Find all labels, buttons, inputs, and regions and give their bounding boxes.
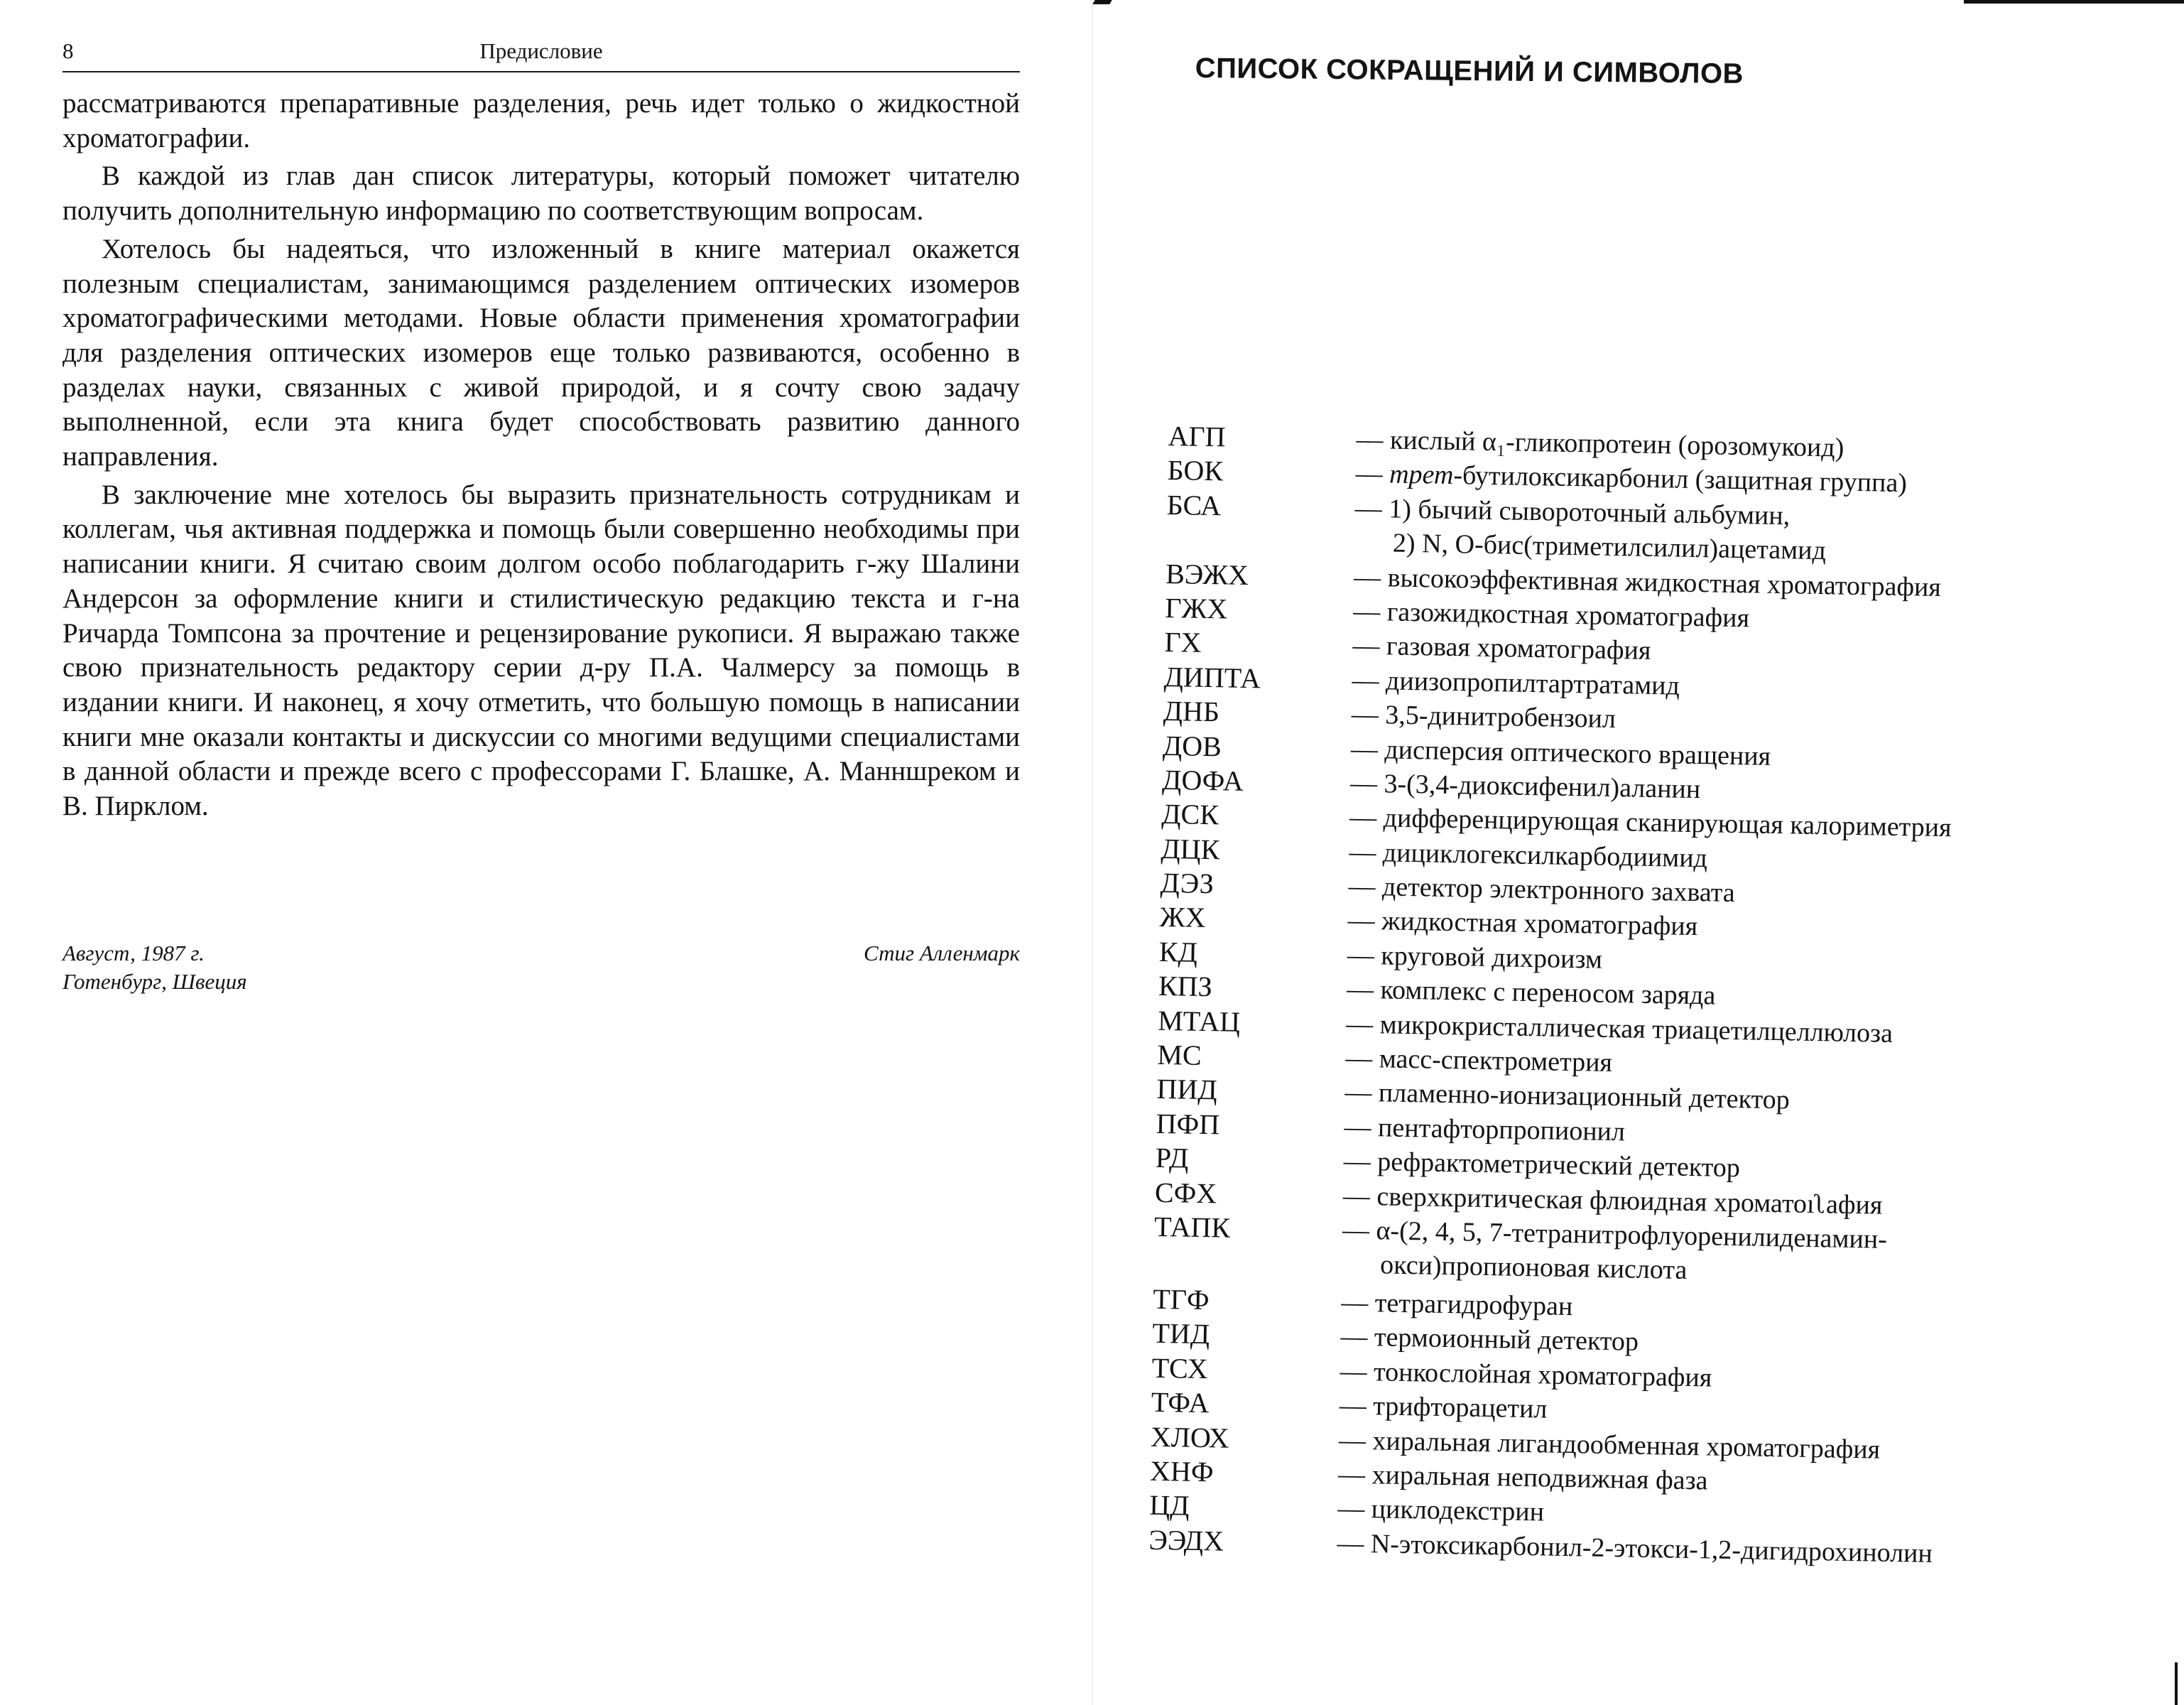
abbreviation-definition: — трифторацетил [1339,1390,1548,1424]
abbreviation-definition: — микрокристаллическая триацетилцеллюлоза [1345,1009,1894,1049]
spread-fold [1092,0,1093,1705]
definition-continuation: 2) N, О-бис(триметилсилил)ацетамид [1392,528,1827,565]
abbreviation-term: ГЖХ [1164,591,1228,625]
abbreviation-definition: — масс-спектрометрия [1344,1043,1613,1078]
abbreviation-definition: — дициклогексилкарбодиимид [1349,837,1708,874]
abbreviation-definition: — хиральная лигандообменная хроматография [1338,1424,1881,1465]
paragraph: В заключение мне хотелось бы выразить признательность сотрудникам и коллегам, чья активная поддержка и помощь были совершенно необходимы при написании книги. Я считаю своим долгом особо поблагодарить г-жу Шалини Андерсон за оформление книги и стилистическую редакцию текста и г-на Ричарда Томпсона за прочтение и рецензирование рукописи. Я выражаю также свою признательность редактору серии д-ру П.А. Чалмерсу за помощь в издании книги. И наконец, я хочу отметить, что большую помощь в написании книги мне оказали контакты и дискуссии со многими ведущими специалистами в данной области и прежде всего с профессорами Г. Блашке, А. Манншреком и В. Пирклом. [63,479,1020,822]
abbreviation-definition: — диизопропилтартратамид [1352,665,1680,701]
abbreviation-definition: — детектор электронного захвата [1348,871,1736,909]
abbreviation-definition: — комплекс с переносом заряда [1346,974,1716,1011]
abbreviation-term: ДНБ [1163,695,1220,728]
abbreviation-list [1148,419,2134,1574]
paragraph: В каждой из глав дан список литературы, который поможет читателю получить дополнительную информацию по соответствующим вопросам. [63,161,1020,227]
abbreviation-term: КД [1158,935,1198,968]
page-title: СПИСОК СОКРАЩЕНИЙ И СИМВОЛОВ [1195,53,1744,90]
right-page [1133,50,2141,1662]
abbreviation-definition: — 3-(3,4-диоксифенил)аланин [1349,768,1701,805]
abbreviation-term: ДИПТА [1163,660,1261,695]
right-edge-mark [2175,1662,2178,1705]
abbreviation-definition: — тонкослойная хроматография [1340,1356,1712,1393]
abbreviation-definition: — трет-бутилоксикарбонил (защитная группа) [1355,459,1908,499]
abbreviation-definition: — циклодекстрин [1337,1493,1545,1527]
abbreviation-term: МТАЦ [1157,1004,1241,1038]
abbreviation-term: КПЗ [1158,970,1213,1003]
abbreviation-term: ЖХ [1159,901,1206,934]
abbreviation-term: РД [1155,1142,1189,1174]
preface-body [63,87,1020,828]
running-head-title: Предисловие [479,38,603,63]
italic-prefix: трет [1389,459,1454,491]
page-number: 8 [63,38,74,63]
abbreviation-term: ВЭЖХ [1165,557,1249,591]
abbreviation-definition: — кислый α₁-гликопротеин (орозомукоид) [1356,424,1845,463]
running-header [63,38,1020,72]
abbreviation-definition: — газовая хроматография [1352,630,1651,666]
top-edge-mark [1092,0,1112,4]
abbreviation-definition: — пентафторпропионил [1344,1112,1626,1147]
abbreviation-definition: — сверхкритическая флюидная хроматоıʅафия [1342,1181,1883,1220]
abbreviation-definition: — жидкостная хроматография [1347,906,1698,942]
abbreviation-term: ТГФ [1152,1282,1210,1316]
signature-place: Готенбург, Швеция [63,969,247,994]
abbreviation-term: ЦД [1148,1489,1190,1522]
abbreviation-term: БОК [1167,454,1224,487]
abbreviation-term: ДОВ [1162,729,1222,762]
abbreviation-term: ТИД [1152,1317,1210,1351]
abbreviation-term: МС [1156,1038,1202,1071]
abbreviation-definition: — 3,5-динитробензоил [1351,699,1617,735]
abbreviation-term: ПФП [1156,1107,1220,1141]
abbreviation-definition: — высокоэффективная жидкостная хроматография [1353,562,1942,602]
abbreviation-term: ДЭЗ [1160,866,1215,900]
abbreviation-term: ХЛОХ [1150,1420,1230,1454]
definition-line: — α-(2, 4, 5, 7-тетранитрофлуоренилиденамин- [1342,1215,1888,1255]
abbreviation-definition: — рефрактометрический детектор [1343,1146,1741,1184]
abbreviation-definition: — газожидкостная хроматография [1352,596,1750,634]
abbreviation-term: ПИД [1156,1073,1217,1106]
paragraph: рассматриваются препаративные разделения, речь идет только о жидкостной хроматографии. [63,88,1020,153]
abbreviation-term: ДОФА [1161,763,1244,797]
abbreviation-term: ТАПК [1153,1210,1231,1244]
abbreviation-term: БСА [1166,488,1222,522]
abbreviation-definition [1354,491,2134,573]
abbreviation-definition: — N-этоксикарбонил-2-этокси-1,2-дигидрохинолин [1337,1528,1933,1569]
abbreviation-definition: — дисперсия оптического вращения [1350,734,1771,772]
abbreviation-definition: — дифференцирующая сканирующая калориметрия [1349,802,1952,843]
abbreviation-term: СФХ [1154,1176,1217,1209]
definition-rest: -бутилоксикарбонил (защитная группа) [1453,460,1908,499]
definition-continuation: окси)пропионовая кислота [1379,1250,1688,1285]
abbreviation-term: ДЦК [1161,832,1220,866]
abbreviation-term: ТСХ [1151,1351,1209,1385]
abbreviation-term: ТФА [1151,1385,1210,1419]
left-page [63,31,1020,997]
abbreviation-term: АГП [1168,419,1226,453]
abbreviation-term: ГХ [1164,626,1202,659]
abbreviation-definition: — пламенно-ионизационный детектор [1344,1077,1791,1115]
signature-date: Август, 1987 г. [63,941,205,965]
definition-line: — 1) бычий сывороточный альбумин, [1354,493,1791,531]
abbreviation-definition: — тетрагидрофуран [1340,1287,1573,1322]
abbreviation-term: ЭЭДХ [1148,1523,1224,1557]
abbreviation-definition: — термоионный детектор [1340,1321,1639,1358]
abbreviation-term: ДСК [1161,798,1219,831]
signature-author: Стиг Алленмарк [863,941,1020,965]
top-edge-rule [1964,0,2184,4]
abbreviation-term: ХНФ [1149,1454,1214,1488]
abbreviation-definition: — круговой дихроизм [1347,940,1603,975]
abbreviation-definition: — хиральная неподвижная фаза [1337,1459,1708,1496]
abbreviation-definition [1342,1213,2121,1294]
paragraph: Хотелось бы надеяться, что изложенный в книге материал окажется полезным специалистам, занимающимся разделением оптических изомеров хроматографическими методами. Новые области применения хроматографии для разделения оптических изомеров еще только развиваются, особенно в разделах науки, связанных с живой природой, и я сочту свою задачу выполненной, если эта книга будет способствовать развитию данного направления. [63,233,1020,472]
